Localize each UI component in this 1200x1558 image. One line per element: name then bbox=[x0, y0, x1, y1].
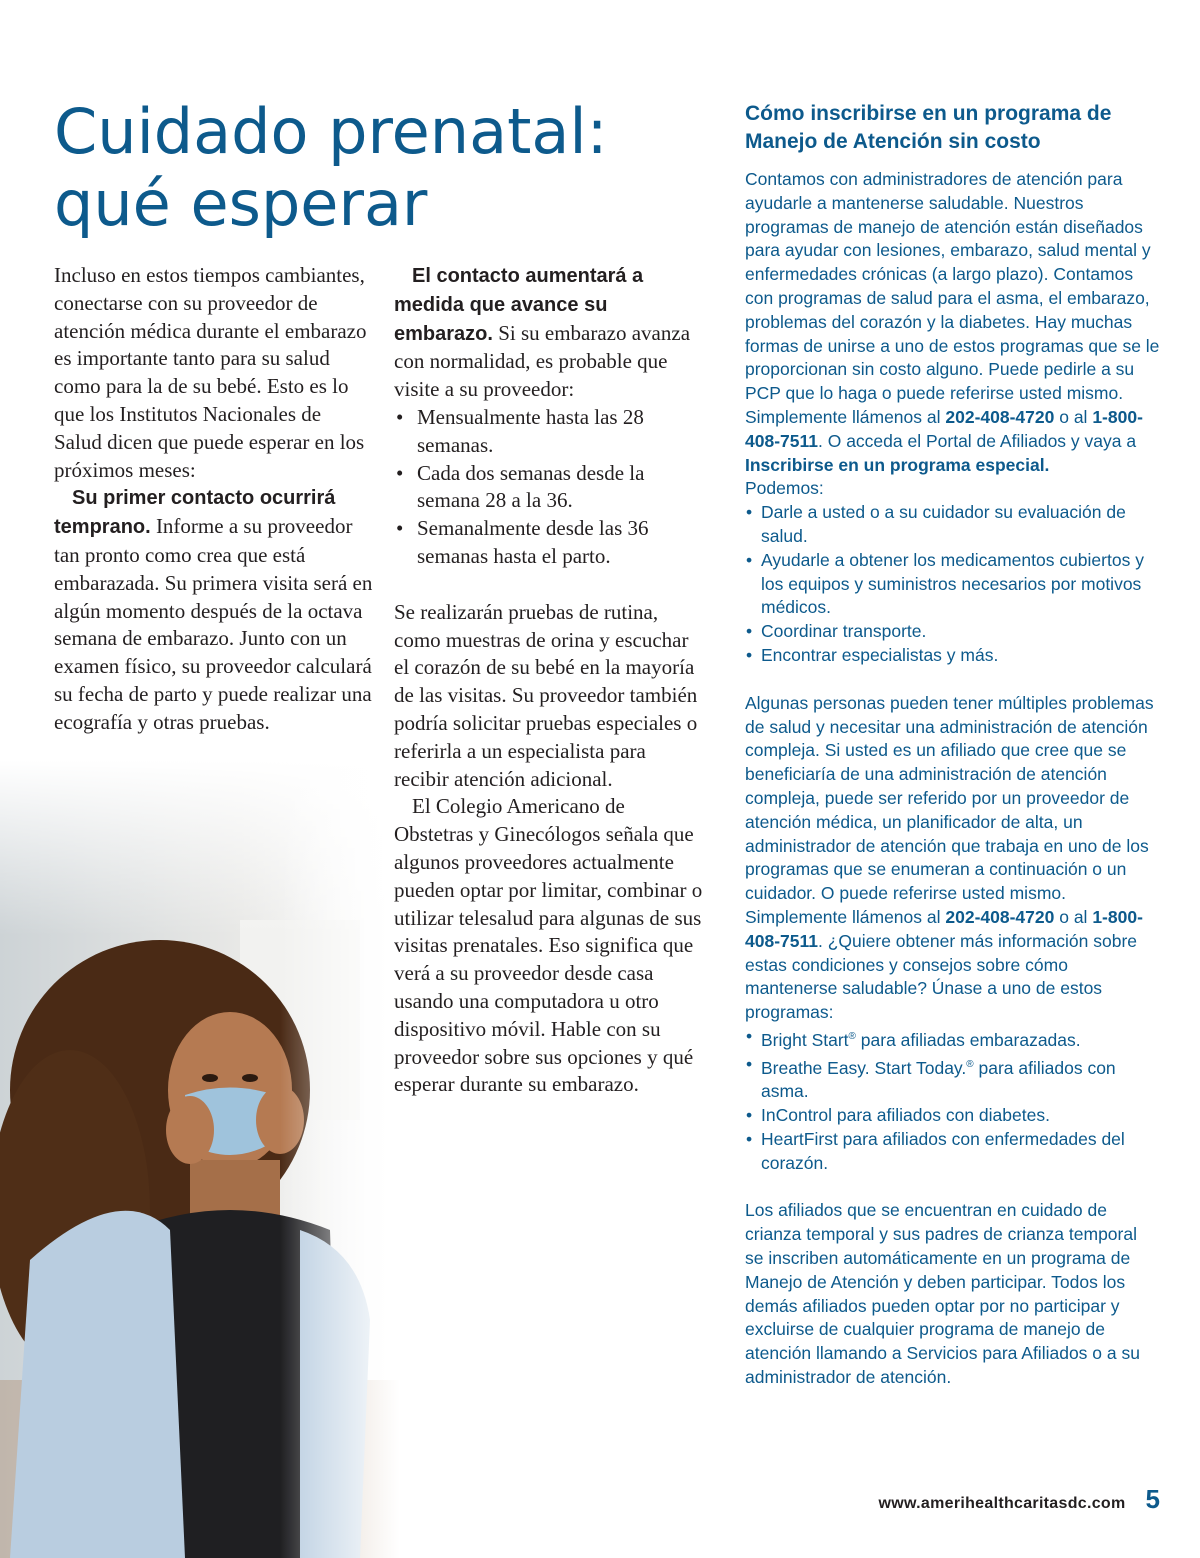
pregnant-woman-mask-photo bbox=[0, 760, 400, 1558]
sidebar-column bbox=[745, 100, 1160, 1390]
article-column-1 bbox=[54, 262, 374, 737]
program-name: Bright Start bbox=[761, 1029, 849, 1050]
registered-mark: ® bbox=[848, 1030, 856, 1042]
college-paragraph: El Colegio Americano de Obstetras y Ginecólogos señala que algunos proveedores actualmente pueden optar por limitar, combinar o utilizar telesalud para algunas de sus visitas prenatales. Eso significa que verá a su proveedor desde casa usando una computadora u otro dispositivo móvil. Hable con su proveedor sobre sus opciones y qué esperar durante su embarazo. bbox=[394, 794, 703, 1097]
program-description: para afiliados con asma. bbox=[761, 1057, 1116, 1102]
first-contact-text: Informe a su proveedor tan pronto como crea que está embarazada. Su primera visita será en algún momento después de la octava semana de embarazo. Junto con un examen físico, su proveedor calculará su fecha de parto y puede realizar una ecografía y otras pruebas. bbox=[54, 514, 373, 734]
program-name: HeartFirst bbox=[761, 1128, 838, 1149]
first-contact-paragraph bbox=[54, 484, 374, 736]
program-item bbox=[745, 1053, 1160, 1104]
contact-lead: El contacto aumentará a medida que avance su embarazo. bbox=[394, 265, 644, 345]
program-item bbox=[745, 1025, 1160, 1053]
podemos-label: Podemos: bbox=[745, 478, 824, 499]
phone-number[interactable]: 202-408-4720 bbox=[945, 906, 1055, 927]
complex-care-paragraph bbox=[745, 692, 1160, 1025]
contact-text: Si su embarazo avanza con normalidad, es probable que visite a su proveedor: bbox=[394, 320, 691, 402]
phone-number[interactable]: 1-800-408-7511 bbox=[745, 406, 1143, 451]
tests-paragraph: Se realizarán pruebas de rutina, como muestras de orina y escuchar el corazón de su bebé en la mayoría de las visitas. Su proveedor también podría solicitar pruebas especiales o referirla a un especialista para recibir atención adicional. bbox=[394, 599, 698, 791]
page-title bbox=[54, 96, 694, 240]
program-description: para afiliados con enfermedades del corazón. bbox=[761, 1128, 1125, 1173]
program-item bbox=[745, 1104, 1160, 1128]
list-item: • Encontrar especialistas y más. bbox=[745, 644, 1160, 668]
paragraph-text: Algunas personas pueden tener múltiples problemas de salud y necesitar una administración de atención compleja. Si usted es un afiliado que cree que se beneficiaría de una administración de atención compleja, puede ser referido por un proveedor de atención médica, un planificador de alta, un administrador de atención que trabaja en uno de los programas que se enumeran a continuación o un cuidador. O puede referirse usted mismo. Simplemente llámenos al bbox=[745, 692, 1154, 927]
phone-number[interactable]: 202-408-4720 bbox=[945, 406, 1055, 427]
care-management-paragraph bbox=[745, 168, 1160, 477]
program-item bbox=[745, 1128, 1160, 1176]
list-item: • Mensualmente hasta las 28 semanas. bbox=[394, 404, 704, 460]
programs-list bbox=[745, 1025, 1160, 1175]
title-line-1: Cuidado prenatal: bbox=[54, 95, 608, 168]
program-description: para afiliadas embarazadas. bbox=[855, 1029, 1081, 1050]
paragraph-text: Contamos con administradores de atención para ayudarle a mantenerse saludable. Nuestros programas de manejo de atención están diseñados para ayudar con lesiones, embarazo, salud mental y enfermedades crónicas (a largo plazo). Contamos con programas de salud para el asma, el embarazo, problemas del corazón y la diabetes. Hay muchas formas de unirse a uno de estos programas que se le proporcionan sin costo alguno. Puede pedirle a su PCP que lo haga o puede referirse usted mismo. Simplemente llámenos al bbox=[745, 169, 1160, 427]
intro-paragraph: Incluso en estos tiempos cambiantes, conectarse con su proveedor de atención médica durante el embarazo es importante tanto para su salud como para la de su bebé. Esto es lo que los Institutos Nacionales de Salud dicen que puede esperar en los próximos meses: bbox=[54, 263, 367, 482]
list-item: • Cada dos semanas desde la semana 28 a la 36. bbox=[394, 460, 704, 516]
list-item: • Darle a usted o a su cuidador su evaluación de salud. bbox=[745, 501, 1160, 549]
title-line-2: qué esperar bbox=[54, 167, 428, 240]
first-contact-lead: Su primer contacto ocurrirá temprano. bbox=[54, 487, 336, 539]
program-name: Breathe Easy. Start Today. bbox=[761, 1057, 967, 1078]
article-column-2 bbox=[394, 262, 704, 1099]
enroll-link[interactable]: Inscribirse en un programa especial. bbox=[745, 454, 1050, 475]
foster-care-paragraph: Los afiliados que se encuentran en cuidado de crianza temporal y sus padres de crianza temporal se inscriben automáticamente en un programa de Manejo de Atención y deben participar. Todos los demás afiliados pueden optar por no participar y excluirse de cualquier programa de manejo de atención llamando a Servicios para Afiliados o a su administrador de atención. bbox=[745, 1200, 1140, 1387]
services-list bbox=[745, 501, 1160, 668]
sidebar-heading: Cómo inscribirse en un programa de Manejo de Atención sin costo bbox=[745, 102, 1112, 153]
paragraph-text: o al bbox=[1054, 906, 1093, 927]
paragraph-text: o al bbox=[1054, 406, 1093, 427]
visit-frequency-list bbox=[394, 404, 704, 571]
paragraph-text: . O acceda el Portal de Afiliados y vaya a bbox=[818, 430, 1137, 451]
phone-number[interactable]: 1-800-408-7511 bbox=[745, 906, 1143, 951]
paragraph-text: . ¿Quiere obtener más información sobre estas condiciones y consejos sobre cómo mantenerse saludable? Únase a uno de estos programas: bbox=[745, 930, 1138, 1023]
program-description: para afiliados con diabetes. bbox=[832, 1104, 1050, 1125]
page-footer bbox=[879, 1484, 1160, 1515]
list-item: • Coordinar transporte. bbox=[745, 620, 1160, 644]
website-url[interactable]: www.amerihealthcaritasdc.com bbox=[878, 1495, 1126, 1512]
program-name: InControl bbox=[761, 1104, 833, 1125]
page-number: 5 bbox=[1145, 1484, 1160, 1514]
list-item: • Ayudarle a obtener los medicamentos cubiertos y los equipos y suministros necesarios por motivos médicos. bbox=[745, 549, 1160, 620]
list-item: • Semanalmente desde las 36 semanas hasta el parto. bbox=[394, 515, 704, 571]
registered-mark: ® bbox=[966, 1058, 974, 1070]
contact-paragraph bbox=[394, 262, 704, 404]
